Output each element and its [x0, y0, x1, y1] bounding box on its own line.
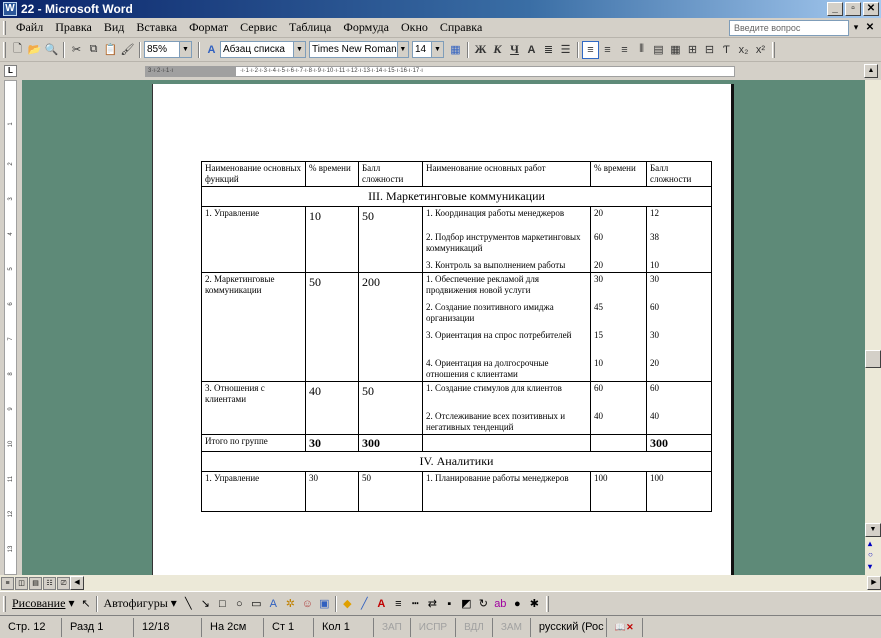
insert-row-icon[interactable]: ⊟ — [704, 44, 715, 56]
menu-grip[interactable] — [3, 21, 6, 35]
zoom-value: 85% — [147, 44, 168, 55]
formula-icon[interactable]: Ƭ — [723, 43, 730, 56]
arrow-icon[interactable]: ↘ — [200, 598, 210, 610]
work-name: 2. Отслеживание всех позитивных и негативных тенденций — [426, 411, 566, 432]
work-pct: 60 — [594, 383, 603, 393]
drawbar-end-grip[interactable] — [546, 596, 549, 612]
total-score: 300 — [359, 435, 423, 452]
zoom-dropdown-icon[interactable]: ▼ — [179, 42, 191, 57]
work-name: 2. Подбор инструментов маркетинговых коммуникаций — [426, 232, 581, 253]
status-col: Кол 1 — [314, 618, 374, 637]
work-name: 1. Создание стимулов для клиентов — [426, 383, 562, 393]
menu-formula[interactable]: Формуда — [343, 20, 389, 34]
header-cell: % времени — [306, 162, 359, 187]
previous-page-icon[interactable]: ▴ — [868, 539, 873, 548]
work-score: 100 — [647, 472, 712, 512]
work-score: 30 — [650, 330, 659, 340]
style-value: Абзац списка — [223, 44, 285, 55]
status-ovr[interactable]: ЗАМ — [493, 618, 531, 637]
word-app-icon[interactable]: W — [3, 2, 17, 16]
function-cell: 1. Управление — [202, 472, 306, 512]
scroll-right-icon[interactable]: ▶ — [867, 576, 881, 590]
work-score: 60 — [650, 302, 659, 312]
works-cell — [423, 273, 591, 382]
font-select[interactable] — [309, 41, 409, 58]
work-name: 3. Контроль за выполнением работы — [426, 260, 566, 270]
document-page[interactable] — [152, 84, 734, 575]
scroll-thumb[interactable] — [865, 350, 881, 368]
grid-icon[interactable]: ▦ — [670, 44, 681, 56]
font-size-select[interactable] — [412, 41, 444, 58]
rectangle-icon[interactable]: □ — [218, 597, 226, 610]
zoom-select[interactable] — [144, 41, 192, 58]
work-name: 1. Координация работы менеджеров — [426, 208, 565, 218]
vruler-tick: 8 — [8, 372, 14, 376]
next-page-icon[interactable]: ▾ — [868, 562, 873, 571]
standard-toolbar — [0, 38, 881, 62]
work-score: 38 — [650, 232, 659, 242]
ruler-tick: ·ı·1·ı·2·ı·3·ı·4·ı·5·ı·6·ı·7·ı·8·ı·9·ı·10·ı·11·ı·12·ı·13·ı·14·ı·15·ı·16·ı·17·ı — [240, 68, 423, 74]
empty-cell — [591, 435, 647, 452]
status-ext[interactable]: ВДЛ — [456, 618, 493, 637]
vruler-tick: 6 — [8, 302, 14, 306]
works-pct-cell — [591, 382, 647, 435]
total-work-score: 300 — [647, 435, 712, 452]
total-row — [202, 435, 712, 452]
menu-edit[interactable]: Правка — [55, 20, 92, 34]
status-at: На 2см — [202, 618, 264, 637]
vruler-tick: 1 — [8, 122, 14, 126]
select-browse-object-icon[interactable]: ○ — [868, 550, 873, 559]
window-title: 22 - Microsoft Word — [21, 2, 133, 16]
vruler-tick: 2 — [8, 162, 14, 166]
work-score: 10 — [650, 260, 659, 270]
function-score-cell: 200 — [359, 273, 423, 382]
vruler-tick: 3 — [8, 197, 14, 201]
work-pct: 40 — [594, 411, 603, 421]
rotate-icon[interactable]: ↻ — [478, 598, 488, 610]
header-cell: Наименование основных работ — [423, 162, 591, 187]
work-name: 2. Создание позитивного имиджа организации — [426, 302, 554, 323]
autoshapes-menu-button[interactable]: Автофигуры ▾ — [103, 596, 177, 610]
total-pct: 30 — [306, 435, 359, 452]
section-row — [202, 187, 712, 207]
superscript-icon[interactable]: x² — [755, 43, 766, 56]
arrow-style-icon[interactable]: ⇄ — [427, 598, 437, 610]
font-size-value: 14 — [415, 44, 427, 55]
copy-icon[interactable]: ⧉ — [89, 43, 98, 55]
function-cell: 1. Управление — [202, 207, 306, 273]
work-pct: 30 — [594, 274, 603, 284]
spelling-status-icon[interactable]: 📖✕ — [607, 618, 643, 637]
work-name: 4. Ориентация на долгосрочные отношения с клиентами — [426, 358, 549, 379]
drawbar-grip[interactable] — [3, 596, 6, 612]
menu-format[interactable]: Формат — [189, 20, 229, 34]
status-bar — [0, 615, 881, 638]
minimize-button[interactable]: _ — [827, 2, 843, 16]
menu-table[interactable]: Таблица — [289, 20, 332, 34]
toolbar-grip[interactable] — [3, 42, 6, 58]
wordart-icon[interactable]: A — [269, 597, 277, 610]
work-pct: 60 — [594, 232, 603, 242]
merge-cells-icon[interactable]: ⊞ — [687, 44, 698, 56]
table-row — [202, 472, 712, 512]
function-pct-cell: 40 — [306, 382, 359, 435]
menu-view[interactable]: Вид — [103, 20, 125, 34]
work-score: 20 — [650, 358, 659, 368]
columns-icon[interactable]: ⫴ — [639, 43, 644, 55]
menu-insert[interactable]: Вставка — [136, 20, 178, 34]
reading-view-icon[interactable]: ⎚ — [57, 577, 70, 590]
print-layout-icon[interactable]: ▤ — [29, 577, 42, 590]
new-document-icon[interactable]: 🗋 — [13, 43, 22, 55]
works-pct-cell — [591, 273, 647, 382]
bullet-icon[interactable]: ● — [513, 597, 521, 610]
bold-button[interactable]: Ж — [474, 42, 487, 56]
drawbar-separator — [335, 596, 337, 612]
function-pct-cell: 30 — [306, 472, 359, 512]
3d-style-icon[interactable]: ◩ — [461, 598, 472, 610]
header-cell: Балл сложности — [359, 162, 423, 187]
menu-bar — [0, 18, 881, 38]
autoshapes-menu-label: Автофигуры — [103, 596, 168, 610]
function-score-cell: 50 — [359, 472, 423, 512]
section-title: IV. Аналитики — [202, 452, 712, 472]
works-pct-cell — [591, 207, 647, 273]
underline-button[interactable]: Ч — [510, 42, 519, 56]
picture-icon[interactable]: ▣ — [319, 598, 330, 610]
line-color-icon[interactable]: ╱ — [361, 598, 368, 610]
star-icon[interactable]: ✱ — [529, 598, 539, 610]
oval-icon[interactable]: ○ — [235, 597, 243, 610]
justify-icon[interactable]: ☰ — [560, 44, 571, 56]
menu-file[interactable]: Файл — [16, 20, 44, 34]
work-pct: 15 — [594, 330, 603, 340]
work-name: 3. Ориентация на спрос потребителей — [426, 330, 572, 340]
horizontal-scrollbar[interactable] — [0, 575, 881, 591]
work-pct: 10 — [594, 358, 603, 368]
shadow-icon[interactable]: ▪ — [447, 597, 452, 610]
clip-art-icon[interactable]: ☺ — [301, 597, 313, 610]
close-document-icon[interactable]: ✕ — [865, 22, 875, 33]
works-score-cell — [647, 207, 712, 273]
line-spacing-icon[interactable]: ≣ — [543, 44, 554, 56]
vruler-tick: 5 — [8, 267, 14, 271]
works-cell — [423, 207, 591, 273]
vruler-tick: 11 — [8, 475, 14, 483]
work-pct: 100 — [591, 472, 647, 512]
vruler-tick: 10 — [8, 440, 14, 448]
draw-menu-button[interactable]: Рисование ▾ — [12, 596, 75, 610]
horizontal-ruler — [0, 62, 881, 80]
align-right-icon[interactable]: ≡ — [621, 43, 628, 56]
open-folder-icon[interactable]: 📂 — [27, 44, 42, 56]
work-score: 60 — [650, 383, 659, 393]
menu-window[interactable]: Окно — [400, 20, 428, 34]
function-score-cell: 50 — [359, 207, 423, 273]
font-color-icon[interactable]: A — [527, 43, 536, 56]
empty-cell — [423, 435, 591, 452]
text-box-icon[interactable]: ▭ — [251, 598, 262, 610]
document-workspace — [22, 80, 865, 575]
total-label: Итого по группе — [202, 435, 306, 452]
header-cell: Балл сложности — [647, 162, 712, 187]
font-color-draw-icon[interactable]: A — [377, 597, 386, 610]
vruler-tick: 7 — [8, 337, 14, 341]
vruler-tick: 4 — [8, 232, 14, 236]
works-cell — [423, 382, 591, 435]
function-cell: 2. Маркетинговые коммуникации — [202, 273, 306, 382]
toolbar-separator — [63, 42, 65, 58]
status-section: Разд 1 — [62, 618, 134, 637]
status-trk[interactable]: ИСПР — [411, 618, 456, 637]
vruler-tick: 9 — [8, 407, 14, 411]
tab-selector-icon[interactable]: L — [4, 65, 17, 77]
normal-view-icon[interactable]: ≡ — [1, 577, 14, 590]
functions-table — [201, 161, 712, 512]
subscript-icon[interactable]: x₂ — [738, 43, 749, 56]
italic-button[interactable]: К — [493, 42, 502, 56]
work-pct: 20 — [594, 208, 603, 218]
draw-menu-label: Рисование — [12, 596, 66, 610]
outline-view-icon[interactable]: ☷ — [43, 577, 56, 590]
header-cell: Наименование основных функций — [202, 162, 306, 187]
dash-style-icon[interactable]: ┅ — [412, 598, 419, 610]
works-score-cell — [647, 382, 712, 435]
toolbar-separator — [139, 42, 141, 58]
menu-tools[interactable]: Сервис — [240, 20, 278, 34]
close-button[interactable]: ✕ — [863, 2, 879, 16]
diagram-icon[interactable]: ✲ — [285, 598, 295, 610]
scroll-left-icon[interactable]: ◀ — [70, 576, 84, 590]
vertical-ruler[interactable] — [4, 80, 17, 575]
status-language: русский (Рос — [531, 618, 607, 637]
align-left-icon[interactable]: ≡ — [582, 41, 599, 59]
toolbar-separator — [198, 42, 200, 58]
maximize-button[interactable]: ▫ — [845, 2, 861, 16]
print-preview-icon[interactable]: 🔍 — [44, 44, 59, 56]
align-center-icon[interactable]: ≡ — [604, 43, 611, 56]
status-line: Ст 1 — [264, 618, 314, 637]
works-score-cell — [647, 273, 712, 382]
ruler-strip[interactable] — [145, 66, 735, 77]
drawbar-separator — [96, 596, 98, 612]
help-dropdown-icon[interactable]: ▾ — [853, 22, 859, 32]
header-cell: % времени — [591, 162, 647, 187]
status-page: Стр. 12 — [0, 618, 62, 637]
font-size-dropdown-icon[interactable]: ▼ — [431, 42, 443, 57]
work-name: 1. Обеспечение рекламой для продвижения новой услуги — [426, 274, 539, 295]
function-pct-cell: 50 — [306, 273, 359, 382]
vruler-tick: 12 — [8, 510, 14, 518]
line-icon[interactable]: ╲ — [185, 598, 192, 610]
table-icon[interactable]: ▤ — [653, 44, 664, 56]
font-value: Times New Roman — [312, 44, 397, 55]
work-pct: 20 — [594, 260, 603, 270]
table-header-row — [202, 162, 712, 187]
menu-help[interactable]: Справка — [439, 20, 483, 34]
vertical-scrollbar[interactable] — [865, 80, 881, 575]
styles-pane-icon[interactable]: A — [207, 43, 216, 56]
font-dialog-icon[interactable]: ▦ — [450, 44, 461, 56]
function-cell: 3. Отношения с клиентами — [202, 382, 306, 435]
toolbar-separator — [577, 42, 579, 58]
function-pct-cell: 10 — [306, 207, 359, 273]
ruler-tick: 3·ı·2·ı·1·ı — [148, 68, 174, 74]
help-search-input[interactable]: Введите вопрос — [729, 20, 849, 36]
cut-icon[interactable]: ✂ — [71, 44, 82, 56]
scroll-up-icon[interactable]: ▲ — [864, 64, 878, 78]
format-painter-icon[interactable]: 🖌 — [120, 44, 135, 56]
highlight-icon[interactable]: ab — [494, 597, 507, 610]
paste-icon[interactable]: 📋 — [103, 44, 118, 56]
drawing-toolbar — [0, 591, 881, 615]
table-row — [202, 207, 712, 273]
style-dropdown-icon[interactable]: ▼ — [293, 42, 305, 57]
toolbar-end-grip[interactable] — [772, 42, 775, 58]
work-pct: 45 — [594, 302, 603, 312]
select-objects-icon[interactable]: ↖ — [81, 598, 91, 610]
style-select[interactable] — [220, 41, 306, 58]
table-row — [202, 273, 712, 382]
status-pages: 12/18 — [134, 618, 202, 637]
work-name: 1. Планирование работы менеджеров — [423, 472, 591, 512]
section-row — [202, 452, 712, 472]
status-rec[interactable]: ЗАП — [374, 618, 411, 637]
web-view-icon[interactable]: ◫ — [15, 577, 28, 590]
work-score: 30 — [650, 274, 659, 284]
work-score: 40 — [650, 411, 659, 421]
table-row — [202, 382, 712, 435]
font-dropdown-icon[interactable]: ▼ — [397, 42, 408, 57]
line-style-icon[interactable]: ≡ — [395, 597, 402, 610]
function-score-cell: 50 — [359, 382, 423, 435]
fill-color-icon[interactable]: ◆ — [343, 598, 352, 610]
scroll-down-icon[interactable]: ▼ — [865, 523, 881, 537]
work-score: 12 — [650, 208, 659, 218]
section-title: III. Маркетинговые коммуникации — [202, 187, 712, 207]
title-bar — [0, 0, 881, 18]
vruler-tick: 13 — [8, 545, 14, 553]
toolbar-separator — [467, 42, 469, 58]
